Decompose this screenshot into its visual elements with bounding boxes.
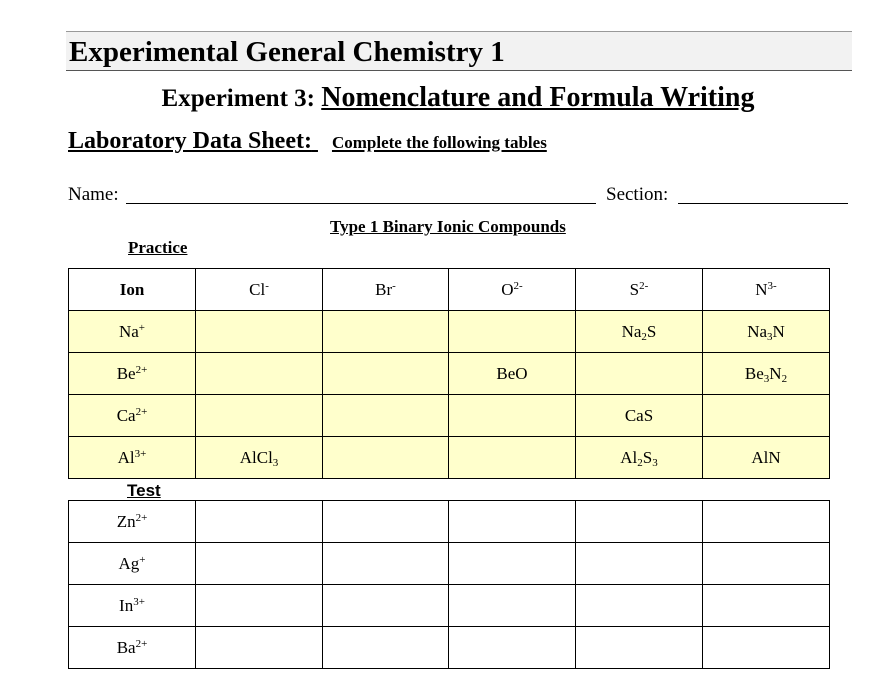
formula-cell[interactable]	[196, 543, 323, 585]
formula-cell[interactable]	[703, 501, 830, 543]
formula-cell[interactable]	[703, 311, 830, 353]
cation-label: $Ba^{2+}$	[116, 637, 148, 657]
formula-cell[interactable]	[196, 353, 323, 395]
experiment-prefix: Experiment 3:	[161, 85, 315, 112]
cation-cell	[69, 353, 196, 395]
test-row	[69, 543, 830, 585]
column-header-anion	[323, 269, 449, 311]
cation-label: $Be^{2+}$	[116, 363, 148, 383]
formula-cell[interactable]	[449, 437, 576, 479]
formula-cell[interactable]	[576, 543, 703, 585]
formula-cell[interactable]	[449, 501, 576, 543]
formula-cell[interactable]	[323, 395, 449, 437]
section-field[interactable]	[678, 203, 848, 204]
formula-cell[interactable]	[703, 437, 830, 479]
datasheet-heading	[68, 128, 547, 155]
formula-cell[interactable]	[323, 585, 449, 627]
formula-cell[interactable]	[323, 543, 449, 585]
formula-text: $Na_2S$	[621, 321, 657, 343]
table-title: Type 1 Binary Ionic Compounds	[330, 217, 566, 236]
formula-cell[interactable]	[196, 437, 323, 479]
column-header-ion	[69, 269, 196, 311]
cation-cell	[69, 585, 196, 627]
formula-text: $Be_3N_2$	[744, 363, 788, 385]
formula-cell[interactable]	[449, 627, 576, 669]
cation-label: $Al^{3+}$	[117, 447, 147, 467]
anion-label: Ion	[119, 279, 145, 299]
formula-cell[interactable]	[196, 627, 323, 669]
datasheet-instruction: Complete the following tables	[331, 133, 547, 152]
formula-cell[interactable]	[323, 353, 449, 395]
formula-text: $Al_2S_3$	[620, 447, 658, 469]
formula-cell[interactable]	[196, 395, 323, 437]
cation-label: $Ca^{2+}$	[116, 405, 148, 425]
formula-cell[interactable]	[449, 543, 576, 585]
formula-cell[interactable]	[576, 353, 703, 395]
name-field[interactable]	[126, 203, 596, 204]
column-header-anion	[196, 269, 323, 311]
formula-cell[interactable]	[576, 437, 703, 479]
formula-cell[interactable]	[703, 627, 830, 669]
cation-label: $Zn^{2+}$	[116, 511, 148, 531]
formula-cell[interactable]	[196, 311, 323, 353]
experiment-heading	[0, 82, 888, 114]
formula-cell[interactable]	[576, 585, 703, 627]
anion-label: Cl-	[249, 279, 269, 299]
column-header-anion	[703, 269, 830, 311]
formula-text: AlN	[751, 447, 781, 467]
formula-text: BeO	[496, 363, 528, 383]
anion-label: $S^{2-}$	[629, 279, 649, 299]
practice-row	[69, 437, 830, 479]
formula-cell[interactable]	[449, 395, 576, 437]
practice-label: Practice	[128, 238, 188, 257]
formula-cell[interactable]	[323, 501, 449, 543]
formula-cell[interactable]	[196, 585, 323, 627]
name-label: Name:	[68, 184, 119, 205]
test-row	[69, 585, 830, 627]
cation-label: Ag+	[118, 553, 146, 573]
anion-label: Br-	[375, 279, 396, 299]
formula-cell[interactable]	[449, 585, 576, 627]
practice-row	[69, 395, 830, 437]
formula-cell[interactable]	[323, 437, 449, 479]
formula-cell[interactable]	[576, 311, 703, 353]
formula-text: $Na_3N$	[747, 321, 785, 343]
practice-row	[69, 311, 830, 353]
formula-cell[interactable]	[576, 501, 703, 543]
test-row	[69, 501, 830, 543]
formula-cell[interactable]	[323, 627, 449, 669]
test-label: Test	[127, 481, 161, 500]
formula-cell[interactable]	[449, 353, 576, 395]
formula-text: CaS	[624, 405, 654, 425]
cation-cell	[69, 311, 196, 353]
formula-cell[interactable]	[323, 311, 449, 353]
test-table	[68, 500, 830, 669]
cation-cell	[69, 437, 196, 479]
cation-label: $In^{3+}$	[119, 595, 145, 615]
cation-cell	[69, 501, 196, 543]
practice-table	[68, 268, 830, 479]
practice-row	[69, 353, 830, 395]
formula-cell[interactable]	[703, 543, 830, 585]
course-title: Experimental General Chemistry 1	[66, 31, 852, 71]
test-row	[69, 627, 830, 669]
datasheet-label: Laboratory Data Sheet:	[68, 128, 312, 154]
formula-text: AlCl$_3$	[239, 447, 279, 469]
formula-cell[interactable]	[196, 501, 323, 543]
header-row	[69, 269, 830, 311]
cation-cell	[69, 627, 196, 669]
formula-cell[interactable]	[703, 395, 830, 437]
cation-label: Na+	[118, 321, 146, 341]
formula-cell[interactable]	[703, 353, 830, 395]
section-label: Section:	[606, 184, 669, 205]
anion-label: $N^{3-}$	[755, 279, 777, 299]
formula-cell[interactable]	[449, 311, 576, 353]
anion-label: $O^{2-}$	[501, 279, 523, 299]
cation-cell	[69, 543, 196, 585]
column-header-anion	[576, 269, 703, 311]
cation-cell	[69, 395, 196, 437]
column-header-anion	[449, 269, 576, 311]
formula-cell[interactable]	[576, 395, 703, 437]
formula-cell[interactable]	[703, 585, 830, 627]
experiment-title: Nomenclature and Formula Writing	[321, 82, 755, 113]
formula-cell[interactable]	[576, 627, 703, 669]
